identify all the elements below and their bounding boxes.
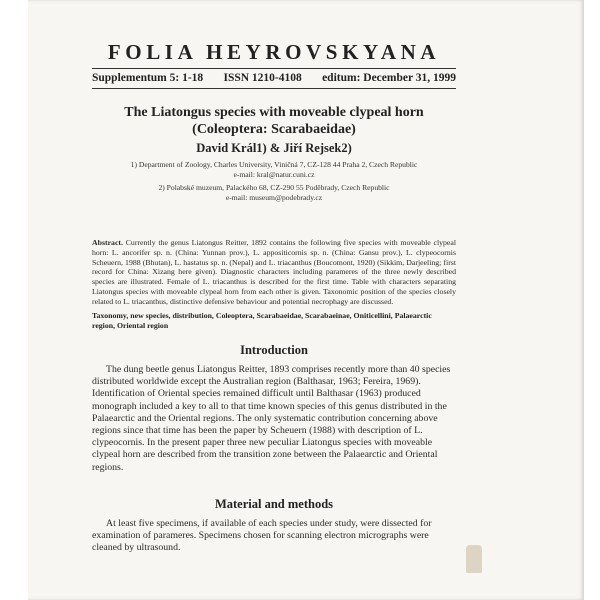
- title-line-1: The Liatongus species with moveable clypeal horn: [124, 105, 424, 120]
- introduction-heading: Introduction: [240, 343, 308, 357]
- affiliation-1-email: e-mail: kral@natur.cuni.cz: [233, 169, 315, 179]
- issue-info-line: [92, 72, 456, 84]
- supplement-number: Supplementum 5: 1-18: [92, 72, 204, 84]
- keywords: Taxonomy, new species, distribution, Coleoptera, Scarabaeidae, Scarabaeinae, Oniticellini, Palaearctic region, Oriental region: [92, 311, 432, 330]
- authors: David Král1) & Jiří Rejsek2): [196, 141, 352, 155]
- header-rule-bottom: [92, 88, 456, 89]
- affiliation-2-address: 2) Polabské muzeum, Palackého 68, CZ-290 55 Poděbrady, Czech Republic: [158, 183, 390, 192]
- abstract-text: Currently the genus Liatongus Reitter, 1892 contains the following five species with moveable clypeal horn: L. ancorifer sp. n. (China: Yunnan prov.), L. appositicornis sp. n. (China: Gansu prov.), L. clypeocornis Scheuern, 1988 (Bhutan), L. hastatus sp. n. (Nepal) and L. triacanthus (Boucomont, 1920) (Sikkim, Darjeeling; first record for China: Xizang here given). Diagnostic characters including parameres of the three newly described species are illustrated. Female of L. triacanthus is described for the first time. Table with characters separating Liatongus species with moveable clypeal horn from each other is given. Taxonomic position of the species closely related to L. triacanthus, distinctive defensive behaviour and potential necrophagy are discussed.: [92, 238, 456, 306]
- abstract: [92, 238, 456, 307]
- affiliation-1: [92, 160, 456, 179]
- introduction-text: The dung beetle genus Liatongus Reitter, 1893 comprises recently more than 40 species distributed worldwide except the Australian region (Balthasar, 1963; Fereira, 1969). Identification of Oriental species remained difficult until Balthasar (1963) produced monograph included a key to all to that time known species of this genus distributed in the Palaearctic and the Oriental regions. The only systematic contribution concerning above regions since that time has been the paper by Scheuern (1988) with description of L. clypeocornis. In the present paper three new peculiar Liatongus species with moveable clypeal horn are described from the transition zone between the Palaearctic and Oriental regions.: [92, 364, 451, 473]
- title-line-2: (Coleoptera: Scarabaeidae): [192, 122, 356, 137]
- editum-date: editum: December 31, 1999: [322, 72, 456, 84]
- abstract-label: Abstract.: [92, 238, 123, 247]
- issn: ISSN 1210-4108: [223, 72, 302, 84]
- journal-title: FOLIA HEYROVSKYANA: [107, 40, 441, 64]
- affiliation-2: [92, 183, 456, 202]
- affiliation-1-address: 1) Department of Zoology, Charles University, Viničná 7, CZ-128 44 Praha 2, Czech Republic: [130, 160, 418, 169]
- methods-text: At least five specimens, if available of each species under study, were dissected for examination of parameres. Specimens chosen for scanning electron micrographs were cleaned by ultrasound.: [92, 518, 432, 554]
- methods-heading: Material and methods: [214, 497, 334, 511]
- paper-title: [92, 104, 456, 138]
- publisher-logo: [466, 545, 482, 573]
- affiliation-2-email: e-mail: museum@podebrady.cz: [225, 192, 323, 202]
- header-rule-top: [92, 68, 456, 69]
